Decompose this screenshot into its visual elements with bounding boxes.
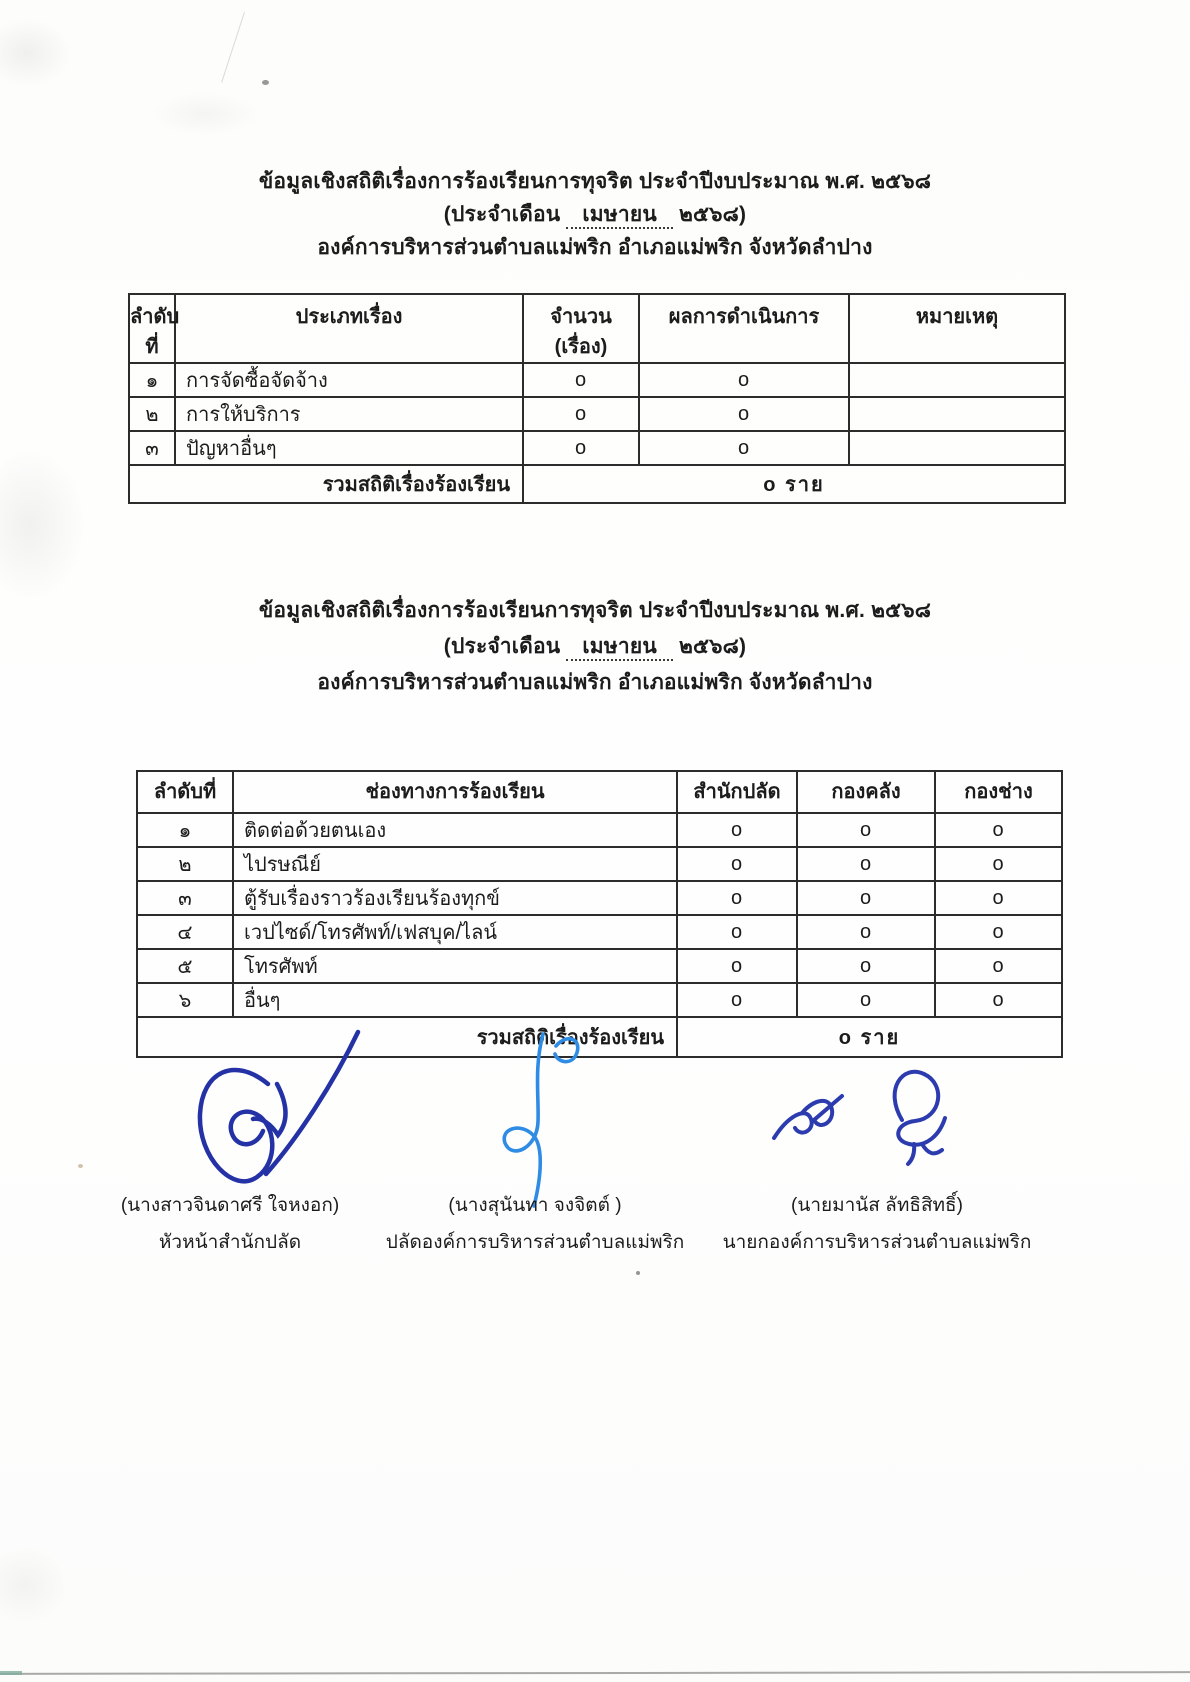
scan-smudge — [0, 450, 85, 600]
signatory-name: (นางสุนันทา จงจิตต์ ) — [448, 1195, 622, 1216]
signatory-role: หัวหน้าสำนักปลัด — [158, 1232, 302, 1253]
scan-page-edge-tint — [0, 1671, 22, 1675]
section2-title-line3: องค์การบริหารส่วนตำบลแม่พริก อำเภอแม่พริก จังหวัดลำปาง — [317, 671, 873, 694]
row-value: o — [797, 847, 935, 881]
section2-title-line2 — [0, 630, 1190, 663]
row-value: o — [797, 881, 935, 915]
header-office-clerk: สำนักปลัด — [677, 771, 797, 813]
header-order-line2: ที่ — [145, 336, 159, 358]
signatory-role: ปลัดองค์การบริหารส่วนตำบลแม่พริก — [385, 1232, 685, 1253]
scan-smudge — [0, 18, 72, 88]
scan-speck — [636, 1271, 640, 1275]
scan-page-edge-line — [0, 1671, 1190, 1675]
table-row — [129, 431, 1065, 465]
signature-block-1 — [80, 1193, 380, 1256]
header-channel: ช่องทางการร้องเรียน — [233, 771, 677, 813]
footer-total-value: o ราย — [677, 1017, 1062, 1057]
row-value: o — [935, 847, 1062, 881]
footer-total-value: o ราย — [523, 465, 1065, 503]
section1-month-value: เมษายน — [566, 203, 673, 229]
row-result: o — [639, 431, 849, 465]
header-order-no — [129, 294, 180, 363]
row-channel: อื่นๆ — [233, 983, 677, 1017]
signatory-role: นายกองค์การบริหารส่วนตำบลแม่พริก — [722, 1232, 1032, 1253]
row-value: o — [935, 983, 1062, 1017]
row-no: ๓ — [129, 431, 175, 465]
section1-title-block — [0, 165, 1190, 264]
row-no: ๖ — [137, 983, 233, 1017]
section1-title-line3: องค์การบริหารส่วนตำบลแม่พริก อำเภอแม่พริก จังหวัดลำปาง — [317, 236, 873, 259]
row-no: ๔ — [137, 915, 233, 949]
row-channel: เวปไซด์/โทรศัพท์/เฟสบุค/ไลน์ — [233, 915, 677, 949]
row-value: o — [677, 983, 797, 1017]
row-no: ๑ — [129, 363, 175, 397]
row-channel: ตู้รับเรื่องราวร้องเรียนร้องทุกข์ — [233, 881, 677, 915]
table-row — [129, 397, 1065, 431]
row-channel: โทรศัพท์ — [233, 949, 677, 983]
scan-scratch-mark — [221, 12, 245, 83]
header-finance-division: กองคลัง — [797, 771, 935, 813]
row-value: o — [935, 881, 1062, 915]
table-row — [137, 949, 1062, 983]
signatory-name: (นายมานัส ลัทธิสิทธิ์) — [791, 1195, 963, 1216]
row-value: o — [797, 949, 935, 983]
row-value: o — [677, 881, 797, 915]
header-order-line1: ลำดับ — [130, 306, 180, 328]
row-value: o — [797, 983, 935, 1017]
row-note — [849, 363, 1065, 397]
signature-block-3 — [692, 1193, 1062, 1256]
complaint-type-table — [128, 293, 1066, 504]
table-row — [137, 983, 1062, 1017]
row-no: ๕ — [137, 949, 233, 983]
row-no: ๒ — [129, 397, 175, 431]
header-remark: หมายเหตุ — [849, 294, 1065, 363]
header-complaint-type: ประเภทเรื่อง — [175, 294, 523, 363]
footer-total-label: รวมสถิติเรื่องร้องเรียน — [129, 465, 523, 503]
signature-1-ink — [150, 1026, 370, 1206]
row-count: o — [523, 431, 639, 465]
table-header-row — [129, 294, 1065, 363]
row-channel: ติดต่อด้วยตนเอง — [233, 813, 677, 847]
section2-year-value: ๒๕๖๘) — [678, 635, 747, 658]
row-count: o — [523, 363, 639, 397]
table-row — [129, 363, 1065, 397]
signature-2-ink — [482, 1026, 602, 1211]
table-footer-row — [129, 465, 1065, 503]
signatory-name: (นางสาวจินดาศรี ใจหงอก) — [120, 1195, 340, 1216]
row-value: o — [935, 813, 1062, 847]
section2-month-value: เมษายน — [566, 635, 673, 661]
row-value: o — [677, 949, 797, 983]
row-result: o — [639, 363, 849, 397]
row-value: o — [677, 915, 797, 949]
section2-title-block — [0, 594, 1190, 699]
scan-smudge — [150, 92, 260, 136]
row-value: o — [797, 813, 935, 847]
row-value: o — [677, 847, 797, 881]
row-no: ๒ — [137, 847, 233, 881]
row-count: o — [523, 397, 639, 431]
complaint-channel-table — [136, 770, 1063, 1058]
row-no: ๓ — [137, 881, 233, 915]
table-row — [137, 847, 1062, 881]
row-no: ๑ — [137, 813, 233, 847]
footer-total-label: รวมสถิติเรื่องร้องเรียน — [137, 1017, 677, 1057]
section1-month-prefix: (ประจำเดือน — [443, 203, 561, 226]
section2-month-prefix: (ประจำเดือน — [443, 635, 561, 658]
row-note — [849, 431, 1065, 465]
row-value: o — [797, 915, 935, 949]
row-channel: ไปรษณีย์ — [233, 847, 677, 881]
section1-year-value: ๒๕๖๘) — [678, 203, 747, 226]
section1-title-line2 — [0, 198, 1190, 231]
scan-smudge — [0, 1545, 70, 1625]
table-header-row — [137, 771, 1062, 813]
row-type: การให้บริการ — [175, 397, 523, 431]
header-count — [523, 294, 639, 363]
signature-block-2 — [380, 1193, 690, 1256]
table-row — [137, 881, 1062, 915]
header-count-line1: จำนวน — [550, 306, 612, 328]
scan-speck — [262, 80, 269, 85]
row-type: การจัดซื้อจัดจ้าง — [175, 363, 523, 397]
table-row — [137, 813, 1062, 847]
header-engineering-division: กองช่าง — [935, 771, 1062, 813]
header-count-line2: (เรื่อง) — [554, 336, 608, 358]
header-result: ผลการดำเนินการ — [639, 294, 849, 363]
scan-speck — [78, 1164, 83, 1168]
row-value: o — [677, 813, 797, 847]
signature-3-ink — [762, 1058, 972, 1168]
row-value: o — [935, 949, 1062, 983]
row-result: o — [639, 397, 849, 431]
header-order-no: ลำดับที่ — [137, 771, 233, 813]
row-type: ปัญหาอื่นๆ — [175, 431, 523, 465]
row-value: o — [935, 915, 1062, 949]
section1-title-line1: ข้อมูลเชิงสถิติเรื่องการร้องเรียนการทุจริต ประจำปีงบประมาณ พ.ศ. ๒๕๖๘ — [258, 170, 932, 193]
section2-title-line1: ข้อมูลเชิงสถิติเรื่องการร้องเรียนการทุจริต ประจำปีงบประมาณ พ.ศ. ๒๕๖๘ — [258, 599, 932, 622]
table-row — [137, 915, 1062, 949]
row-note — [849, 397, 1065, 431]
